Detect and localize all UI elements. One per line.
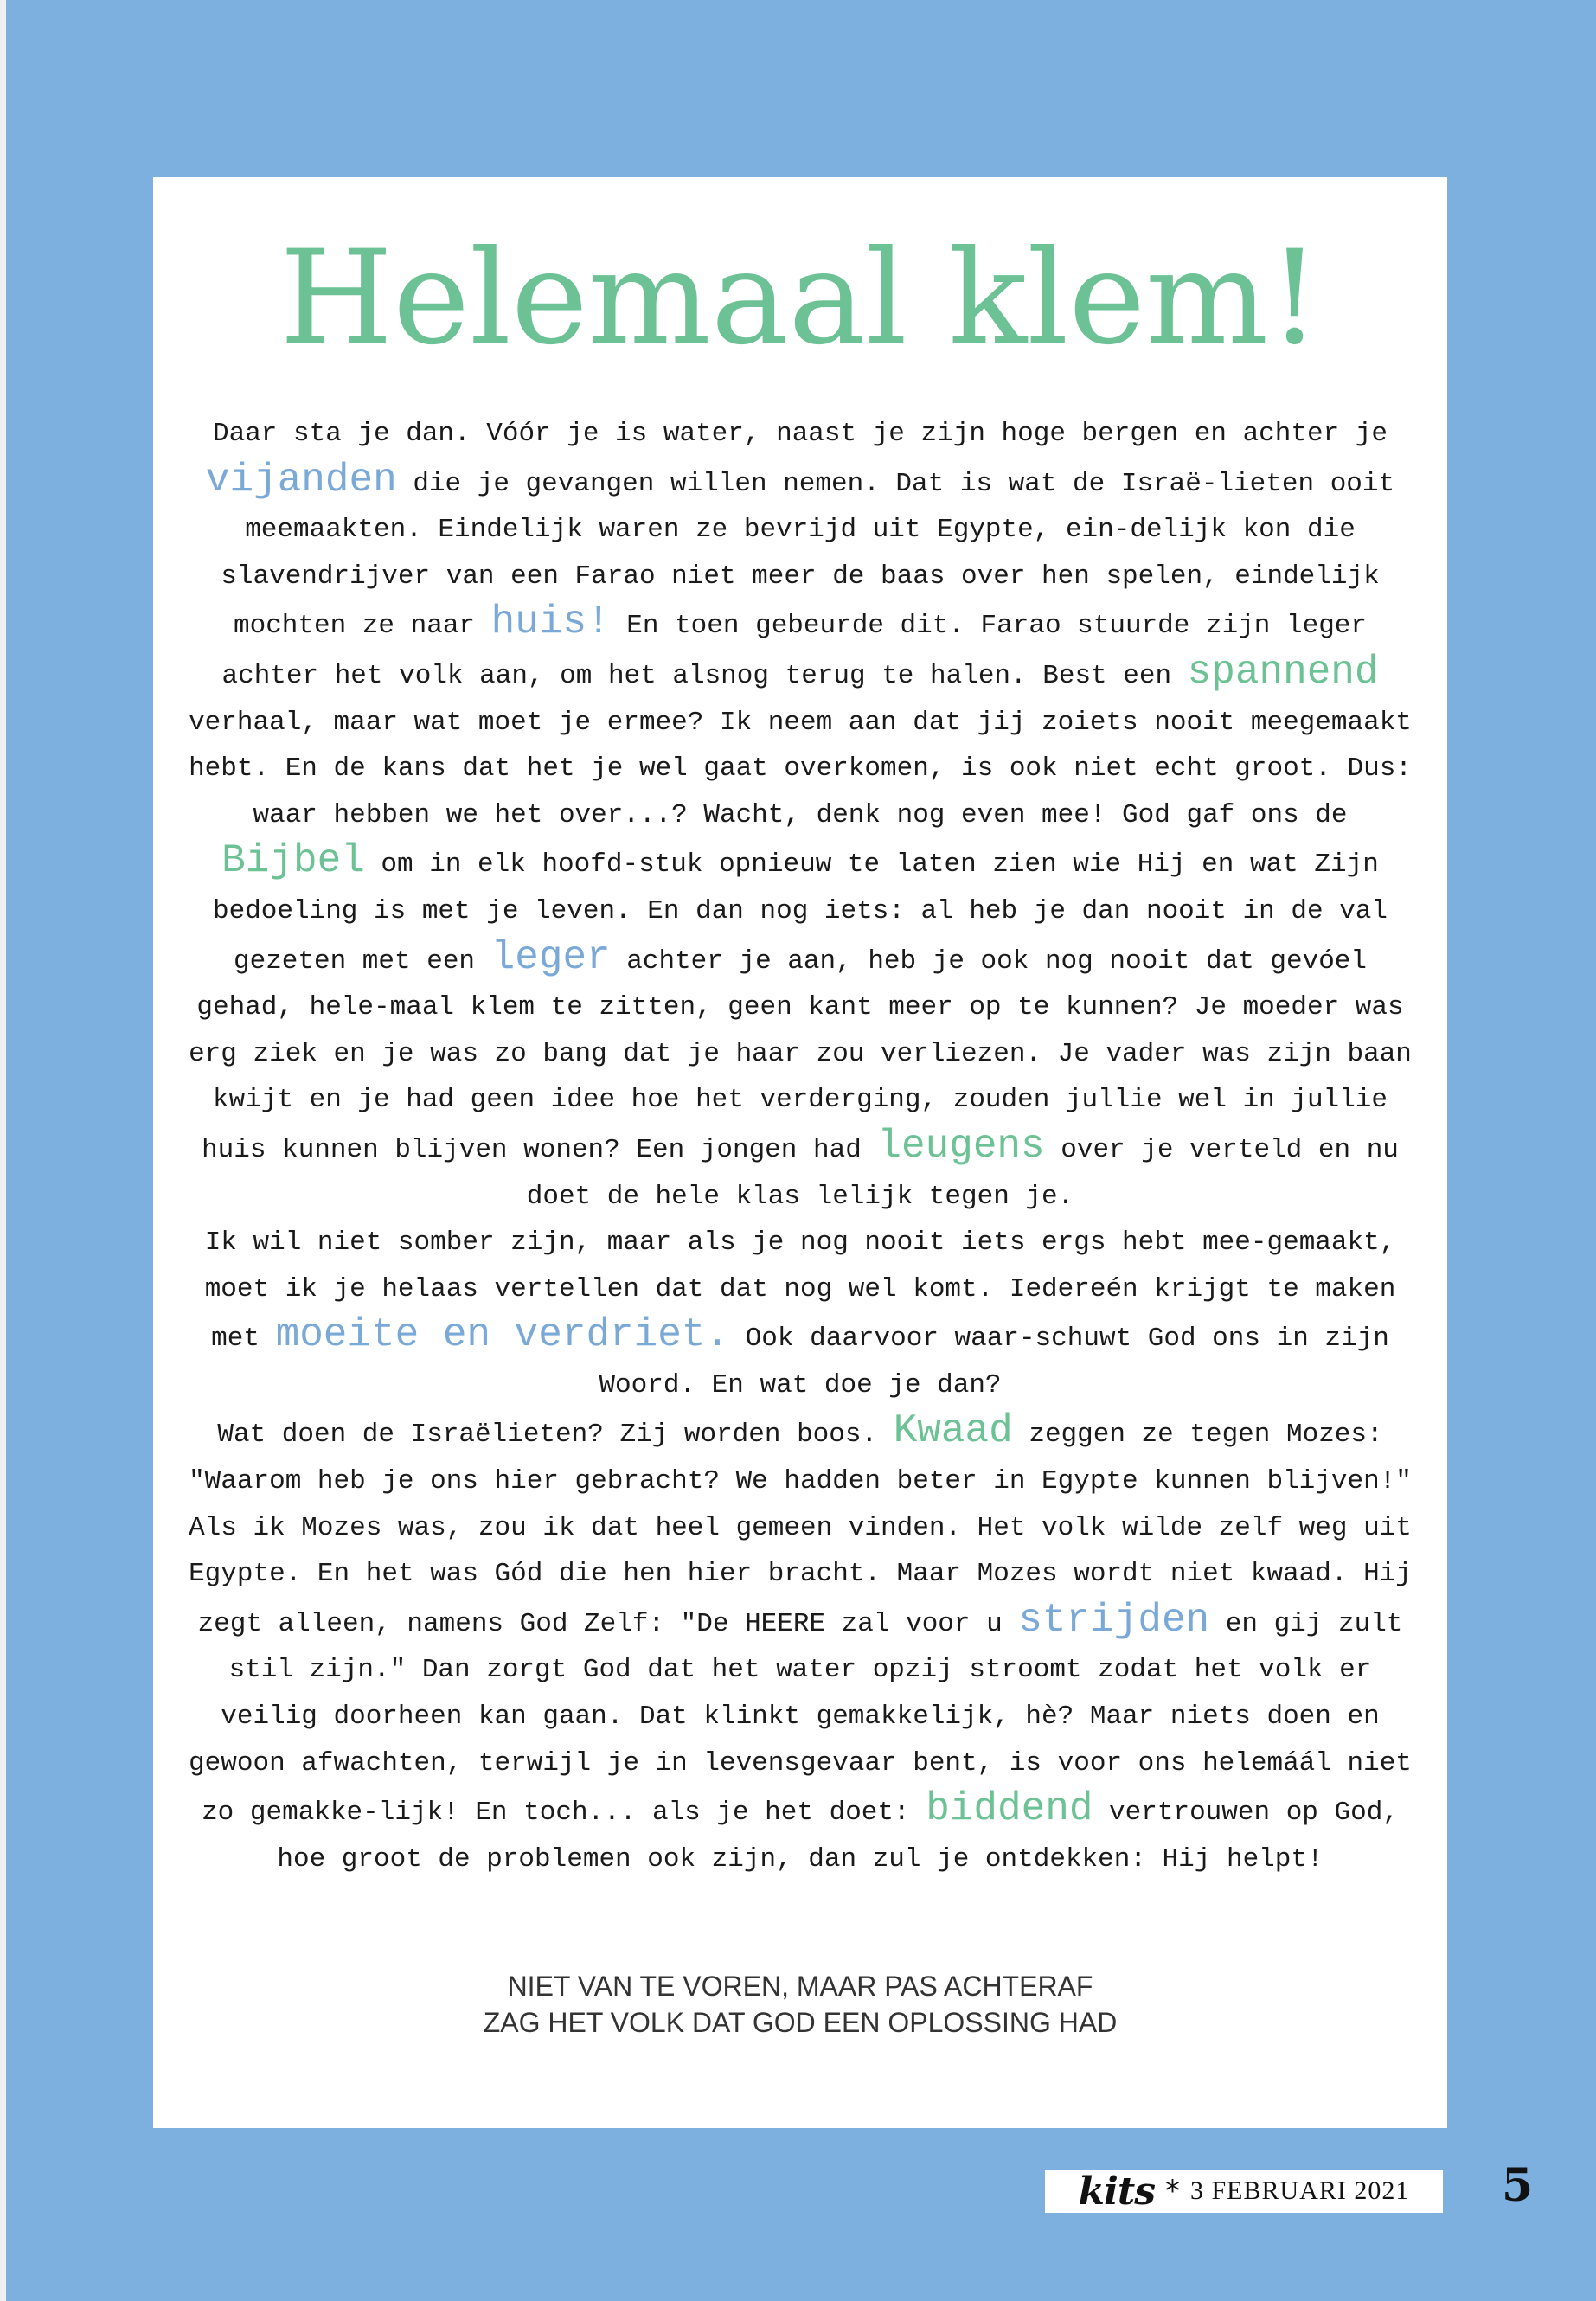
article-panel [153, 177, 1447, 2128]
article-title: Helemaal klem! [279, 223, 1321, 374]
body-segment: verhaal, maar wat moet je ermee? Ik neem aan dat jij zoiets nooit meegemaakt hebt. En de kans dat het je wel gaat overkomen, is ook niet echt groot. Dus: waar hebben we het over...? Wacht, denk nog even mee! God gaf ons de [189, 707, 1412, 830]
highlight-word: Kwaad [893, 1408, 1013, 1454]
body-segment: Ik wil niet somber zijn, maar als je nog nooit iets ergs hebt mee-gemaakt, moet ik je helaas vertellen dat dat nog wel komt. Iedereén krijgt te maken met [204, 1227, 1396, 1355]
body-segment: Ook daarvoor waar-schuwt God ons in zijn Woord. En wat doe je dan? [599, 1324, 1389, 1400]
article-body [188, 411, 1413, 1882]
highlight-word: strijden [1018, 1597, 1210, 1643]
highlight-word: leger [490, 934, 611, 980]
body-segment: Wat doen de Israëlieten? Zij worden boos. [217, 1420, 894, 1451]
highlight-word: leugens [877, 1123, 1045, 1169]
highlight-word: spannend [1187, 649, 1379, 695]
body-segment: En toen gebeurde dit. Farao stuurde zijn leger achter het volk aan, om het alsnog terug te halen. Best een [221, 611, 1368, 691]
body-segment: Daar sta je dan. Vóór je is water, naast je zijn hoge bergen en achter je [212, 419, 1388, 449]
footer-separator: * [1164, 2174, 1180, 2208]
body-segment: vertrouwen op God, hoe groot de problemen ook zijn, dan zul je ontdekken: Hij helpt! [277, 1798, 1399, 1875]
body-segment: die je gevangen willen nemen. Dat is wat de Israë-lieten ooit meemaakten. Eindelijk waren ze bevrijd uit Egypte, ein-delijk kon die slavendrijver van een Farao niet meer de baas over hen spelen, eindelijk mochten ze naar [221, 468, 1395, 642]
page-number: 5 [1502, 2159, 1534, 2212]
body-segment: om in elk hoofd-stuk opnieuw te laten zien wie Hij en wat Zijn bedoeling is met je leven. En dan nog iets: al heb je dan nooit in de val gezeten met een [212, 849, 1388, 977]
caption-line-2: ZAG HET VOLK DAT GOD EEN OPLOSSING HAD [483, 2007, 1118, 2038]
highlight-word: vijanden [205, 457, 397, 503]
body-segment: en gij zult stil zijn." Dan zorgt God dat het water opzij stroomt zodat het volk er veilig doorheen kan gaan. Dat klinkt gemakkelijk, hè? Maar niets doen en gewoon afwachten, terwijl je in levensgevaar bent, is voor ons helemáál niet zo gemakke-lijk! En toch... als je het doet: [189, 1608, 1412, 1829]
caption-line-1: NIET VAN TE VOREN, MAAR PAS ACHTERAF [507, 1971, 1093, 2002]
highlight-word: moeite en verdriet. [275, 1312, 730, 1358]
highlight-word: huis! [490, 599, 611, 645]
issue-date: 3 FEBRUARI 2021 [1189, 2176, 1410, 2205]
body-segment: over je verteld en nu doet de hele klas lelijk tegen je. [526, 1134, 1399, 1212]
highlight-word: Bijbel [221, 838, 365, 884]
body-segment: zeggen ze tegen Mozes: "Waarom heb je ons hier gebracht? We hadden beter in Egypte kunnen blijven!" Als ik Mozes was, zou ik dat heel gemeen vinden. Het volk wilde zelf weg uit Egypte. En het was Gód die hen hier bracht. Maar Mozes wordt niet kwaad. Hij zegt alleen, namens God Zelf: "De HEERE zal voor u [189, 1420, 1412, 1639]
body-segment: achter je aan, heb je ook nog nooit dat gevóel gehad, hele-maal klem te zitten, geen kant meer op te kunnen? Je moeder was erg ziek en je was zo bang dat je haar zou verliezen. Je vader was zijn baan kwijt en je had geen idee hoe het verderging, zouden jullie wel in jullie huis kunnen blijven wonen? Een jongen had [189, 945, 1412, 1165]
highlight-word: biddend [926, 1786, 1093, 1832]
left-edge-strip [0, 0, 6, 2301]
footer-issue-box [1045, 2170, 1443, 2213]
article-caption [153, 1968, 1447, 2041]
magazine-brand: kits [1078, 2169, 1155, 2214]
